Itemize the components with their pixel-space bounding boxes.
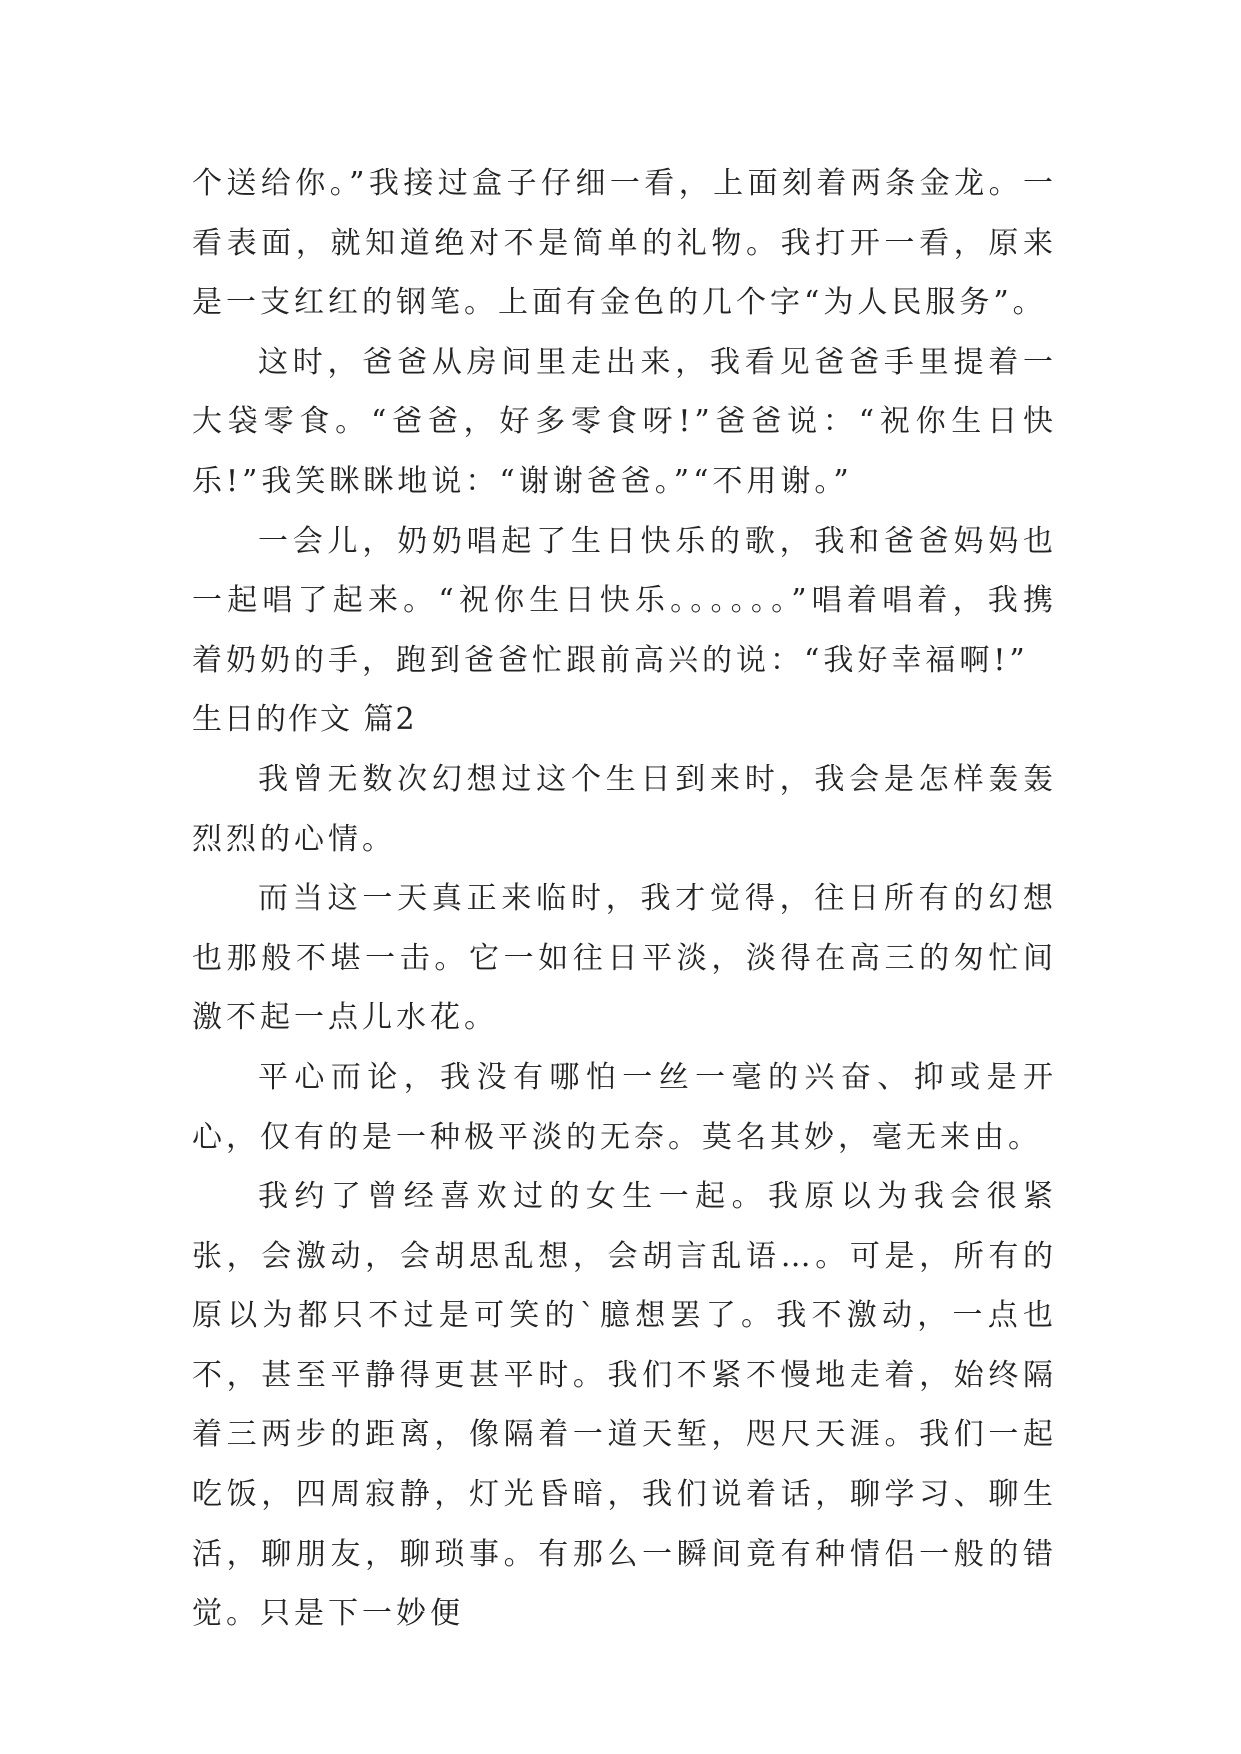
paragraph-continuation: 个送给你。”我接过盒子仔细一看，上面刻着两条金龙。一看表面，就知道绝对不是简单的礼物。我打开一看，原来是一支红红的钢笔。上面有金色的几个字“为人民服务”。: [192, 166, 1057, 321]
paragraph-plain-feeling: 平心而论，我没有哪怕一丝一毫的兴奋、抑或是开心，仅有的是一种极平淡的无奈。莫名其妙，毫无来由。: [192, 1059, 1057, 1155]
section-heading: 生日的作文 篇2: [192, 702, 417, 738]
paragraph-dad-snacks: 这时，爸爸从房间里走出来，我看见爸爸手里提着一大袋零食。“爸爸，好多零食呀!”爸爸说：“祝你生日快乐!”我笑眯眯地说：“谢谢爸爸。”“不用谢。”: [192, 344, 1057, 499]
paragraph-imagined-birthday: 我曾无数次幻想过这个生日到来时，我会是怎样轰轰烈烈的心情。: [192, 761, 1057, 857]
paragraph-day-arrives: 而当这一天真正来临时，我才觉得，往日所有的幻想也那般不堪一击。它一如往日平淡，淡得在高三的匆忙间激不起一点儿水花。: [192, 881, 1057, 1036]
paragraph-date-with-girl: 我约了曾经喜欢过的女生一起。我原以为我会很紧张，会激动，会胡思乱想，会胡言乱语…。可是，所有的原以为都只不过是可笑的`臆想罢了。我不激动，一点也不，甚至平静得更甚平时。我们不紧不慢地走着，始终隔着三两步的距离，像隔着一道天堑，咫尺天涯。我们一起吃饭，四周寂静，灯光昏暗，我们说着话，聊学习、聊生活，聊朋友，聊琐事。有那么一瞬间竟有种情侣一般的错觉。只是下一妙便: [192, 1179, 1057, 1632]
paragraph-birthday-song: 一会儿，奶奶唱起了生日快乐的歌，我和爸爸妈妈也一起唱了起来。“祝你生日快乐。。。。。。”唱着唱着，我携着奶奶的手，跑到爸爸忙跟前高兴的说：“我好幸福啊!”: [192, 523, 1057, 678]
document-body: [192, 154, 1057, 1644]
